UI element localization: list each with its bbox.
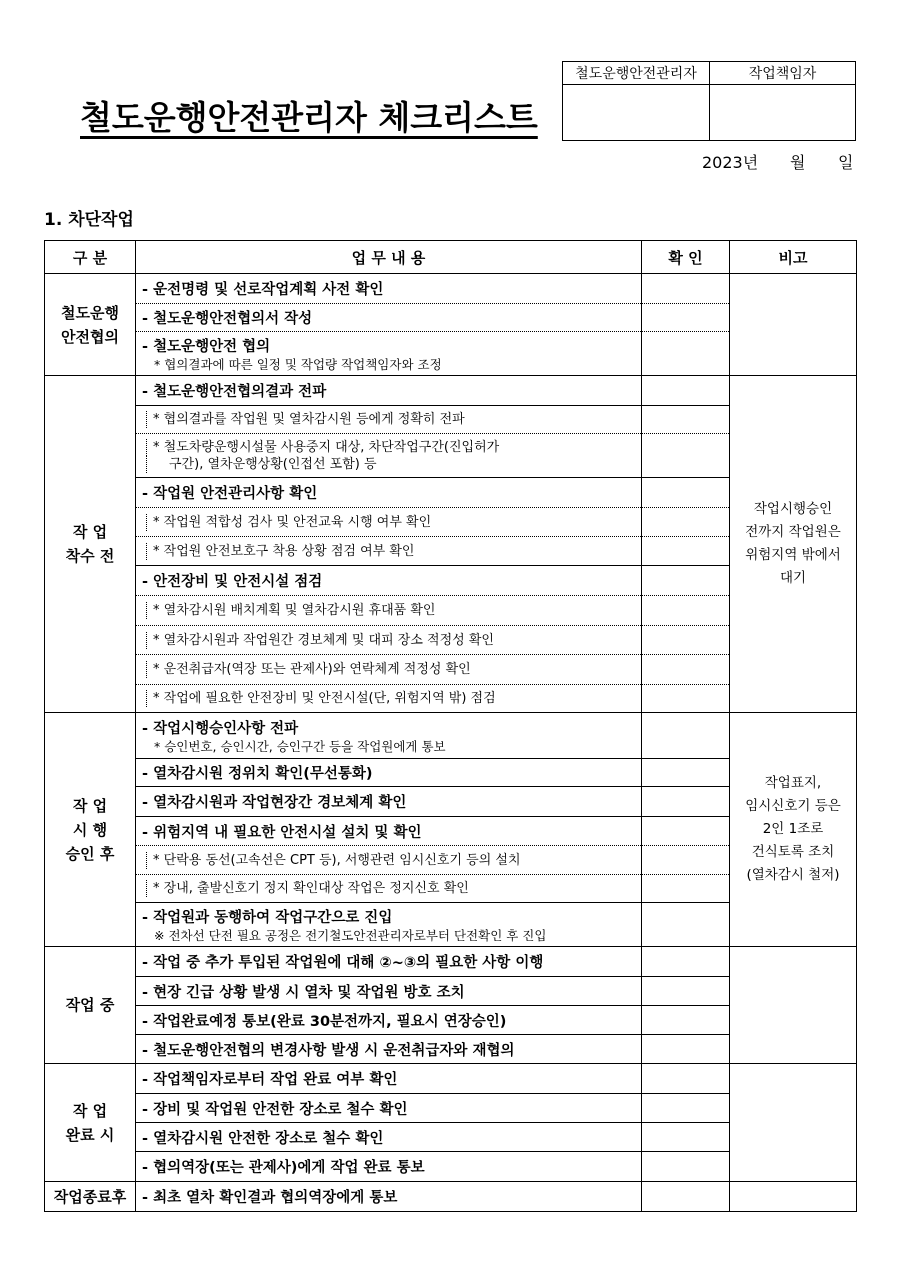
item-sub-text: * 장내, 출발신호기 정지 확인대상 작업은 정지신호 확인 bbox=[146, 880, 635, 897]
check-cell[interactable] bbox=[642, 685, 730, 713]
checklist-item bbox=[136, 759, 642, 787]
checklist-item bbox=[136, 685, 642, 713]
check-cell[interactable] bbox=[642, 596, 730, 626]
check-cell[interactable] bbox=[642, 508, 730, 537]
checklist-item bbox=[136, 1006, 642, 1035]
checklist-item bbox=[136, 655, 642, 685]
item-sub-text: * 승인번호, 승인시간, 승인구간 등을 작업원에게 통보 bbox=[154, 738, 446, 754]
item-main-text: - 철도운행안전협의결과 전파 bbox=[142, 384, 327, 400]
sign-cell-safety-manager[interactable] bbox=[563, 85, 710, 141]
table-row bbox=[45, 1064, 857, 1094]
check-cell[interactable] bbox=[642, 1094, 730, 1123]
table-row bbox=[45, 947, 857, 977]
group-label: 작업 중 bbox=[45, 947, 136, 1064]
item-main-text: - 작업 중 추가 투입된 작업원에 대해 ②~③의 필요한 사항 이행 bbox=[142, 955, 544, 971]
sign-header-work-lead: 작업책임자 bbox=[710, 62, 856, 85]
checklist-item bbox=[136, 626, 642, 655]
date-year: 2023년 bbox=[702, 153, 759, 172]
remark-cell: 작업시행승인 전까지 작업원은 위험지역 밖에서 대기 bbox=[730, 376, 857, 713]
table-row bbox=[45, 274, 857, 304]
checklist-item bbox=[136, 1152, 642, 1182]
checklist-item bbox=[136, 1182, 642, 1212]
item-main-text: - 열차감시원 안전한 장소로 철수 확인 bbox=[142, 1130, 384, 1147]
check-cell[interactable] bbox=[642, 977, 730, 1006]
group-label: 작업종료후 bbox=[45, 1182, 136, 1212]
group-label: 작 업 완료 시 bbox=[45, 1064, 136, 1182]
checklist-item bbox=[136, 875, 642, 903]
item-sub-text: * 철도차량운행시설물 사용중지 대상, 차단작업구간(진입허가 bbox=[146, 439, 635, 456]
check-cell[interactable] bbox=[642, 434, 730, 478]
check-cell[interactable] bbox=[642, 1035, 730, 1064]
checklist-item bbox=[136, 1094, 642, 1123]
checklist-item bbox=[136, 903, 642, 947]
item-main-text: - 열차감시원과 작업현장간 경보체계 확인 bbox=[142, 795, 407, 811]
item-main-text: - 안전장비 및 안전시설 점검 bbox=[142, 574, 323, 590]
date-month: 월 bbox=[790, 153, 806, 172]
checklist-item bbox=[136, 596, 642, 626]
item-main-text: - 협의역장(또는 관제사)에게 작업 완료 통보 bbox=[142, 1160, 425, 1176]
check-cell[interactable] bbox=[642, 376, 730, 406]
table-row bbox=[45, 713, 857, 759]
item-main-text: - 작업완료예정 통보(완료 30분전까지, 필요시 연장승인) bbox=[142, 1013, 507, 1030]
table-row bbox=[45, 1182, 857, 1212]
check-cell[interactable] bbox=[642, 1006, 730, 1035]
checklist-item bbox=[136, 434, 642, 478]
checklist-item bbox=[136, 478, 642, 508]
checklist-item bbox=[136, 817, 642, 846]
check-cell[interactable] bbox=[642, 1152, 730, 1182]
checklist-item bbox=[136, 508, 642, 537]
remark-cell: 작업표지, 임시신호기 등은 2인 1조로 건식토록 조치 (열차감시 철저) bbox=[730, 713, 857, 947]
section-title: 1. 차단작업 bbox=[44, 210, 134, 230]
check-cell[interactable] bbox=[642, 759, 730, 787]
checklist-item bbox=[136, 1035, 642, 1064]
check-cell[interactable] bbox=[642, 537, 730, 566]
check-cell[interactable] bbox=[642, 1123, 730, 1152]
item-sub-text: * 작업원 적합성 검사 및 안전교육 시행 여부 확인 bbox=[146, 514, 635, 531]
check-cell[interactable] bbox=[642, 817, 730, 846]
group-label: 작 업 착수 전 bbox=[45, 376, 136, 713]
item-main-text: - 작업원 안전관리사항 확인 bbox=[142, 486, 318, 502]
check-cell[interactable] bbox=[642, 947, 730, 977]
checklist-item bbox=[136, 274, 642, 304]
check-cell[interactable] bbox=[642, 655, 730, 685]
check-cell[interactable] bbox=[642, 332, 730, 376]
item-sub-text-cont: 구간), 열차운행상황(인접선 포함) 등 bbox=[146, 456, 635, 473]
item-main-text: - 작업원과 동행하여 작업구간으로 진입 bbox=[142, 909, 393, 926]
item-main-text: - 장비 및 작업원 안전한 장소로 철수 확인 bbox=[142, 1101, 408, 1118]
header-content: 업 무 내 용 bbox=[136, 241, 642, 274]
checklist-item bbox=[136, 332, 642, 376]
checklist-item bbox=[136, 947, 642, 977]
item-main-text: - 철도운행안전 협의 bbox=[142, 338, 271, 355]
checklist-item bbox=[136, 787, 642, 817]
item-sub-text: * 작업원 안전보호구 착용 상황 점검 여부 확인 bbox=[146, 543, 635, 560]
group-label: 철도운행 안전협의 bbox=[45, 274, 136, 376]
checklist-table bbox=[44, 240, 857, 1212]
remark-cell bbox=[730, 274, 857, 376]
group-label: 작 업 시 행 승인 후 bbox=[45, 713, 136, 947]
item-main-text: - 현장 긴급 상황 발생 시 열차 및 작업원 방호 조치 bbox=[142, 984, 465, 1001]
checklist-item bbox=[136, 977, 642, 1006]
remark-cell bbox=[730, 947, 857, 1064]
item-sub-text: * 협의결과를 작업원 및 열차감시원 등에게 정확히 전파 bbox=[146, 411, 635, 428]
checklist-item bbox=[136, 846, 642, 875]
check-cell[interactable] bbox=[642, 903, 730, 947]
header-group: 구 분 bbox=[45, 241, 136, 274]
item-sub-text: * 열차감시원 배치계획 및 열차감시원 휴대품 확인 bbox=[146, 602, 635, 619]
item-main-text: - 열차감시원 정위치 확인(무선통화) bbox=[142, 766, 373, 782]
check-cell[interactable] bbox=[642, 1182, 730, 1212]
item-main-text: - 작업시행승인사항 전파 bbox=[142, 720, 299, 737]
item-sub-text: * 작업에 필요한 안전장비 및 안전시설(단, 위험지역 밖) 점검 bbox=[146, 690, 635, 707]
item-sub-text: * 열차감시원과 작업원간 경보체계 및 대피 장소 적정성 확인 bbox=[146, 632, 635, 649]
check-cell[interactable] bbox=[642, 626, 730, 655]
checklist-item bbox=[136, 713, 642, 759]
checklist-item bbox=[136, 406, 642, 434]
remark-cell bbox=[730, 1182, 857, 1212]
check-cell[interactable] bbox=[642, 274, 730, 304]
item-main-text: - 철도운행안전협의서 작성 bbox=[142, 311, 313, 327]
checklist-item bbox=[136, 566, 642, 596]
check-cell[interactable] bbox=[642, 566, 730, 596]
item-sub-text: * 운전취급자(역장 또는 관제사)와 연락체계 적정성 확인 bbox=[146, 661, 635, 678]
date-day: 일 bbox=[838, 153, 854, 172]
item-main-text: - 최초 열차 확인결과 협의역장에게 통보 bbox=[142, 1190, 398, 1206]
check-cell[interactable] bbox=[642, 713, 730, 759]
check-cell[interactable] bbox=[642, 304, 730, 332]
page-title: 철도운행안전관리자 체크리스트 bbox=[80, 98, 538, 137]
checklist-item bbox=[136, 376, 642, 406]
check-cell[interactable] bbox=[642, 846, 730, 875]
checklist-item bbox=[136, 1123, 642, 1152]
check-cell[interactable] bbox=[642, 1064, 730, 1094]
checklist-item bbox=[136, 537, 642, 566]
item-main-text: - 철도운행안전협의 변경사항 발생 시 운전취급자와 재협의 bbox=[142, 1042, 515, 1059]
item-sub-text: ※ 전차선 단전 필요 공정은 전기철도안전관리자로부터 단전확인 후 진입 bbox=[154, 927, 547, 943]
item-main-text: - 작업책임자로부터 작업 완료 여부 확인 bbox=[142, 1072, 398, 1088]
item-sub-text: * 단락용 동선(고속선은 CPT 등), 서행관련 임시신호기 등의 설치 bbox=[146, 852, 635, 869]
item-main-text: - 운전명령 및 선로작업계획 사전 확인 bbox=[142, 282, 384, 298]
check-cell[interactable] bbox=[642, 787, 730, 817]
check-cell[interactable] bbox=[642, 478, 730, 508]
checklist-item bbox=[136, 1064, 642, 1094]
sign-cell-work-lead[interactable] bbox=[710, 85, 856, 141]
check-cell[interactable] bbox=[642, 406, 730, 434]
sign-header-safety-manager: 철도운행안전관리자 bbox=[563, 62, 710, 85]
check-cell[interactable] bbox=[642, 875, 730, 903]
item-main-text: - 위험지역 내 필요한 안전시설 설치 및 확인 bbox=[142, 824, 422, 841]
table-row bbox=[45, 376, 857, 406]
header-remark: 비고 bbox=[730, 241, 857, 274]
approval-sign-box bbox=[562, 61, 856, 141]
header-check: 확 인 bbox=[642, 241, 730, 274]
checklist-item bbox=[136, 304, 642, 332]
remark-cell bbox=[730, 1064, 857, 1182]
item-sub-text: * 협의결과에 따른 일정 및 작업량 작업책임자와 조정 bbox=[154, 356, 442, 372]
